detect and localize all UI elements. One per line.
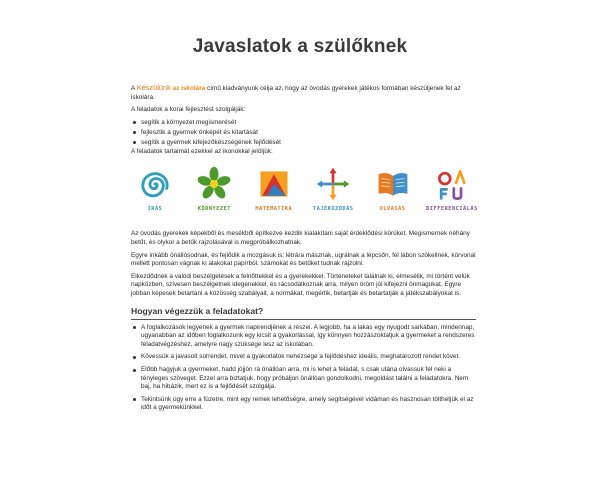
task-bullet-list bbox=[131, 118, 476, 148]
section-title: Hogyan végezzük a feladatokat? bbox=[131, 305, 264, 316]
page-title: Javaslatok a szülőknek bbox=[192, 36, 408, 57]
shapes-icon bbox=[256, 166, 292, 202]
section-divider bbox=[131, 319, 476, 320]
paragraph: Elkezdődnek a valódi beszélgetések a felnőttekkel és a gyerekekkel. Történeteket találnak ki, elmesélik, mi történt velük napközben, szívesen beszélgetnek idegenekkel, és rácsodálkoznak arra, milyen öröm jól kifejezni önmagukat. Egyre jobban képesek betartani a közösség szabályait, a normákat, megértik, betartják és betartatják a játékszabályokat is. bbox=[131, 272, 470, 297]
list-item: Tekintsünk úgy erre a füzetre, mint egy remek lehetőségre, amely segítségével vidáman és hasznosan tölthetjük el az időt a gyermekünkkel. bbox=[131, 396, 476, 413]
icon-legend bbox=[131, 166, 476, 224]
book-title bbox=[137, 85, 206, 92]
icon-label: ÍRÁS bbox=[147, 206, 163, 213]
book-title-part2: az iskolára bbox=[170, 85, 206, 92]
icon-label: MATEMATIKA bbox=[255, 206, 293, 213]
section-bullet-list bbox=[131, 324, 476, 413]
intro-suffix: című kiadványunk célja az, hogy az óvodás gyerekek játékos formában készüljenek fel az iskolára. bbox=[131, 85, 461, 101]
icon-legend-item bbox=[131, 166, 179, 224]
book-icon bbox=[375, 166, 411, 202]
list-item: Előbb hagyjuk a gyermeket, hadd jöjjön rá önállóan arra, mi is lehet a feladat, s csak utána olvassuk fel neki a tényleges szöveget. Ezzel arra biztatjuk, hogy próbáljon önállóan gondolkodni, megoldást találni a feladatokra. Nem baj, ha hibázik, mert ez is a fejlődését szolgálja. bbox=[131, 366, 476, 392]
content bbox=[131, 84, 476, 417]
icons-lead: A feladatok tartalmát ezekkel az ikonokkal jelöljük: bbox=[131, 147, 273, 155]
intro-paragraph bbox=[131, 84, 476, 102]
intro-prefix: A bbox=[131, 85, 137, 92]
list-item: Kövessük a javasolt sorrendet, mivel a gyakorlatok nehézsége a fejlődéshez ideális, meghatározott rendet követ. bbox=[131, 353, 476, 362]
list-item: A foglalkozások legyenek a gyermek napirendjének a részei. A legjobb, ha a lakás egy nyugodt sarkában, mindennap, ugyanabban az időben foglalkozunk egy kicsit a gyakorlással, így könnyen hozzászoktatjuk a gyermeket a rendszeres feladatvégzéshez, amelyre nagy szüksége lesz az iskolában. bbox=[131, 324, 476, 350]
list-item: segítik a környezet megismerését bbox=[131, 118, 476, 128]
book-title-part1: Készülünk bbox=[136, 83, 171, 92]
tasks-lead: A feladatok a korai fejlesztést szolgálják: bbox=[131, 106, 246, 114]
icon-legend-item bbox=[250, 166, 298, 224]
spiral-icon bbox=[137, 166, 173, 202]
icon-legend-item bbox=[428, 166, 476, 224]
icon-label: KÖRNYEZET bbox=[197, 206, 231, 213]
icon-legend-item bbox=[190, 166, 238, 224]
arrows-icon bbox=[315, 166, 351, 202]
list-item: fejlesztik a gyermek önképét és kitartását bbox=[131, 128, 476, 138]
list-item: segítik a gyermek kifejezőkészségének fejlődését bbox=[131, 138, 476, 148]
flower-icon bbox=[196, 166, 232, 202]
icon-label: TÁJÉKOZÓDÁS bbox=[312, 206, 354, 213]
paragraph: Egyre inkább önállósodnak, és fejlődik a mozgásuk is: létrára másznak, ugrálnak a lépcsőn, fél lábon szökellnek, körvonal mellett pontosan vágnak ki alakokat papírból, számokat és betűket tudnak rajzolni. bbox=[131, 251, 476, 268]
icon-label: OLVASÁS bbox=[379, 206, 406, 213]
icon-legend-item bbox=[369, 166, 417, 224]
paragraph: Az óvodás gyerekek képekből és mesékből építkezve kezdik kialakítani saját érdeklődési körüket. Megismernek néhány betűt, és olykor a betűk rajzolásával is megpróbálkozhatnak. bbox=[131, 230, 470, 246]
letters-icon bbox=[434, 166, 470, 202]
icon-label: DIFFERENCIÁLÁS bbox=[426, 206, 478, 213]
icon-legend-item bbox=[309, 166, 357, 224]
